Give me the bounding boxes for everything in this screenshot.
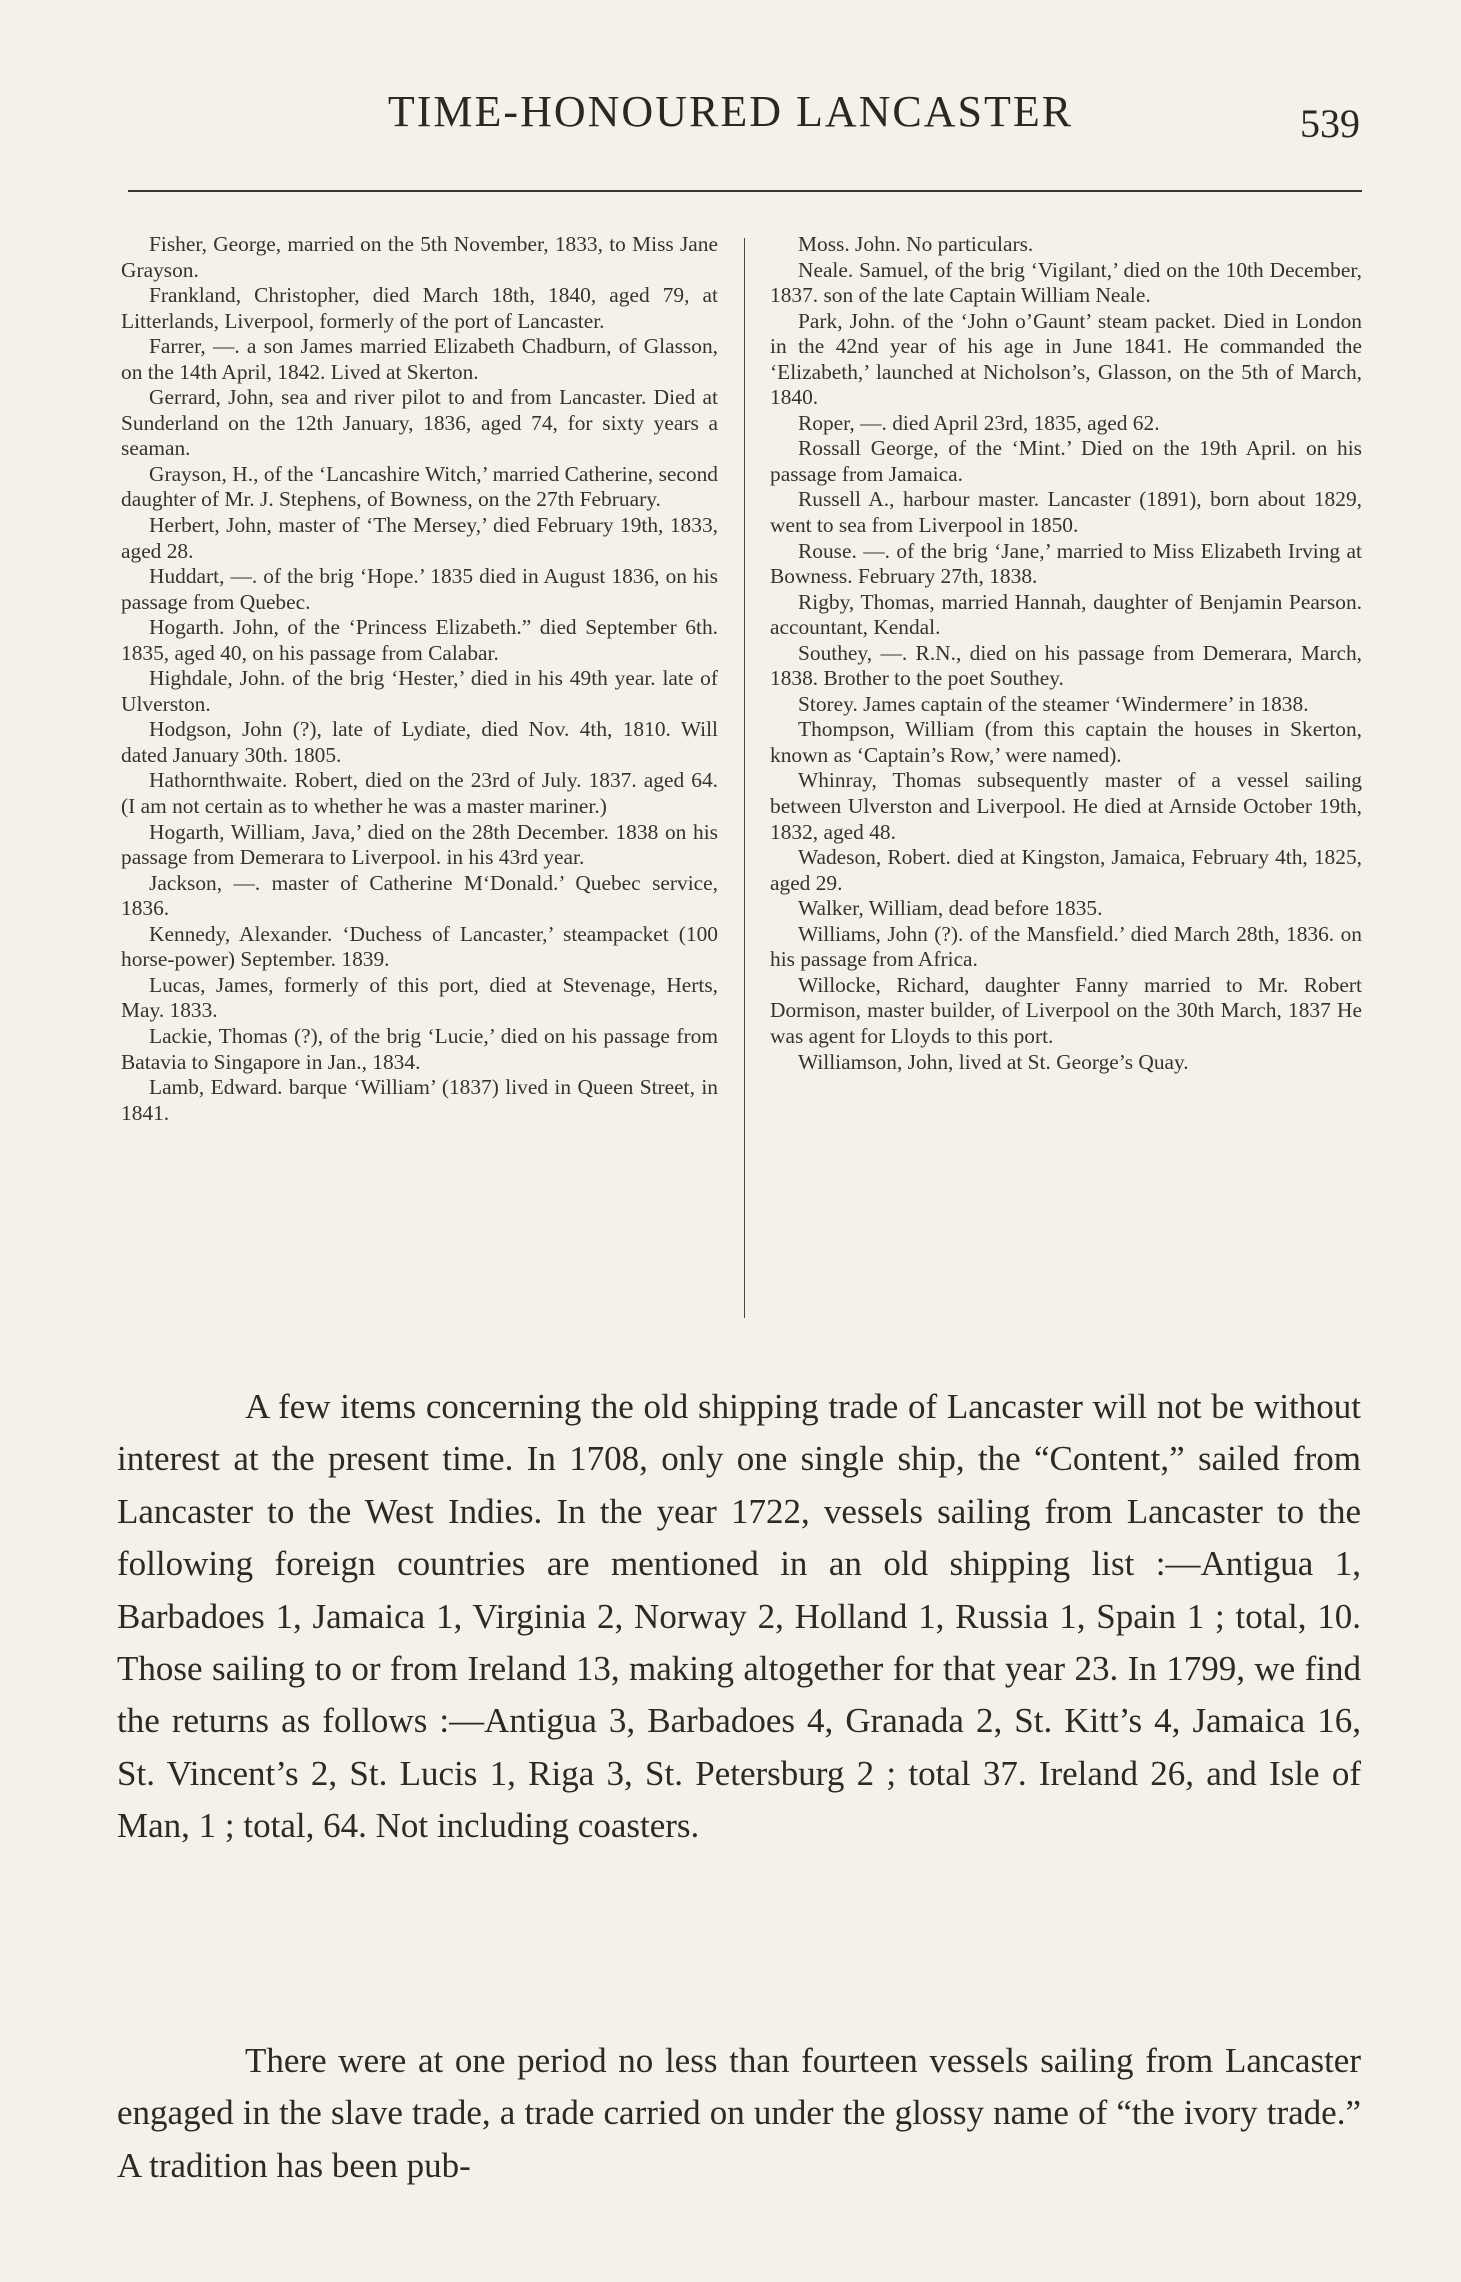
entry: Moss. John. No particulars. [798,232,1034,256]
paragraph-text: There were at one period no less than fourteen vessels sailing from Lancaster engaged in the slave trade, a trade carried on under the glossy name of “the ivory trade.” A tradition has been pub- [117,2041,1361,2185]
entry: Huddart, —. of the brig ‘Hope.’ 1835 died in August 1836, on his passage from Quebec. [121,564,718,614]
page-number: 539 [1300,101,1360,146]
entry: Lamb, Edward. barque ‘William’ (1837) lived in Queen Street, in 1841. [121,1075,718,1125]
body-paragraph-shipping-trade [117,1381,1361,1853]
entry: Gerrard, John, sea and river pilot to and from Lancaster. Died at Sunderland on the 12th January, 1836, aged 74, for sixty years a seaman. [121,385,718,461]
entry: Storey. James captain of the steamer ‘Windermere’ in 1838. [798,691,1309,716]
entry: Lackie, Thomas (?), of the brig ‘Lucie,’ died on his passage from Batavia to Singapore in Jan., 1834. [121,1023,718,1074]
entry: Hathornthwaite. Robert, died on the 23rd of July. 1837. aged 64. (I am not certain as to whether he was a master mariner.) [121,768,718,819]
entry: Russell A., harbour master. Lancaster (1891), born about 1829, went to sea from Liverpool in 1850. [770,487,1362,538]
entry: Hogarth, William, Java,’ died on the 28th December. 1838 on his passage from Demerara to Liverpool. in his 43rd year. [121,819,718,870]
entry: Rigby, Thomas, married Hannah, daughter of Benjamin Pearson. accountant, Kendal. [770,589,1362,640]
entry: Rouse. —. of the brig ‘Jane,’ married to Miss Elizabeth Irving at Bowness. February 27th, 1838. [770,538,1362,589]
entry: Fisher, George, married on the 5th November, 1833, to Miss Jane Grayson. [121,232,718,282]
entry: Highdale, John. of the brig ‘Hester,’ died in his 49th year. late of Ulverston. [121,666,718,716]
entry: Williams, John (?). of the Mansfield.’ died March 28th, 1836. on his passage from Africa. [770,921,1362,972]
entry: Whinray, Thomas subsequently master of a vessel sailing between Ulverston and Liverpool. He died at Arnside October 19th, 1832, aged 48. [770,768,1362,844]
right-column [770,232,1362,1075]
paragraph-text: A few items concerning the old shipping trade of Lancaster will not be without interest at the present time. In 1708, only one single ship, the “Content,” sailed from Lancaster to the West Indies. In the year 1722, vessels sailing from Lancaster to the following foreign countries are mentioned in an old shipping list :—Antigua 1, Barbadoes 1, Jamaica 1, Virginia 2, Norway 2, Holland 1, Russia 1, Spain 1 ; total, 10. Those sailing to or from Ireland 13, making altogether for that year 23. In 1799, we find the returns as follows :—Antigua 3, Barbadoes 4, Granada 2, St. Kitt’s 4, Jamaica 16, St. Vincent’s 2, St. Lucis 1, Riga 3, St. Petersburg 2 ; total 37. Ireland 26, and Isle of Man, 1 ; total, 64. Not including coasters. [117,1387,1361,1846]
left-column [121,232,718,1126]
entry: Hogarth. John, of the ‘Princess Elizabeth.” died September 6th. 1835, aged 40, on his passage from Calabar. [121,615,718,665]
entry: Grayson, H., of the ‘Lancashire Witch,’ married Catherine, second daughter of Mr. J. Stephens, of Bowness, on the 27th February. [121,461,718,512]
entry: Neale. Samuel, of the brig ‘Vigilant,’ died on the 10th December, 1837. son of the late Captain William Neale. [770,257,1362,308]
entry: Lucas, James, formerly of this port, died at Stevenage, Herts, May. 1833. [121,972,718,1023]
entry: Southey, —. R.N., died on his passage from Demerara, March, 1838. Brother to the poet Southey. [770,640,1362,691]
entry: Hodgson, John (?), late of Lydiate, died Nov. 4th, 1810. Will dated January 30th. 1805. [121,717,718,767]
entry: Rossall George, of the ‘Mint.’ Died on the 19th April. on his passage from Jamaica. [770,436,1362,486]
entry: Walker, William, dead before 1835. [798,896,1103,921]
entry: Herbert, John, master of ‘The Mersey,’ died February 19th, 1833, aged 28. [121,513,718,563]
entry: Park, John. of the ‘John o’Gaunt’ steam packet. Died in London in the 42nd year of his age in June 1841. He commanded the ‘Elizabeth,’ launched at Nicholson’s, Glasson, on the 5th of March, 1840. [770,308,1362,410]
column-divider [744,238,745,1318]
entry: Jackson, —. master of Catherine M‘Donald.’ Quebec service, 1836. [121,870,718,921]
entry: Wadeson, Robert. died at Kingston, Jamaica, February 4th, 1825, aged 29. [770,845,1362,895]
header-rule [128,190,1362,192]
entry: Farrer, —. a son James married Elizabeth Chadburn, of Glasson, on the 14th April, 1842. Lived at Skerton. [121,334,718,384]
entry: Willocke, Richard, daughter Fanny married to Mr. Robert Dormison, master builder, of Liverpool on the 30th March, 1837 He was agent for Lloyds to this port. [770,972,1362,1048]
entry: Thompson, William (from this captain the houses in Skerton, known as ‘Captain’s Row,’ were named). [770,717,1362,767]
running-title: TIME-HONOURED LANCASTER [387,87,1074,136]
body-paragraph-slave-trade [117,2035,1361,2192]
entry: Frankland, Christopher, died March 18th, 1840, aged 79, at Litterlands, Liverpool, formerly of the port of Lancaster. [121,283,718,333]
entry: Williamson, John, lived at St. George’s Quay. [798,1049,1189,1074]
entry: Kennedy, Alexander. ‘Duchess of Lancaster,’ steampacket (100 horse-power) September. 1839. [121,921,718,972]
entry: Roper, —. died April 23rd, 1835, aged 62. [798,410,1160,435]
